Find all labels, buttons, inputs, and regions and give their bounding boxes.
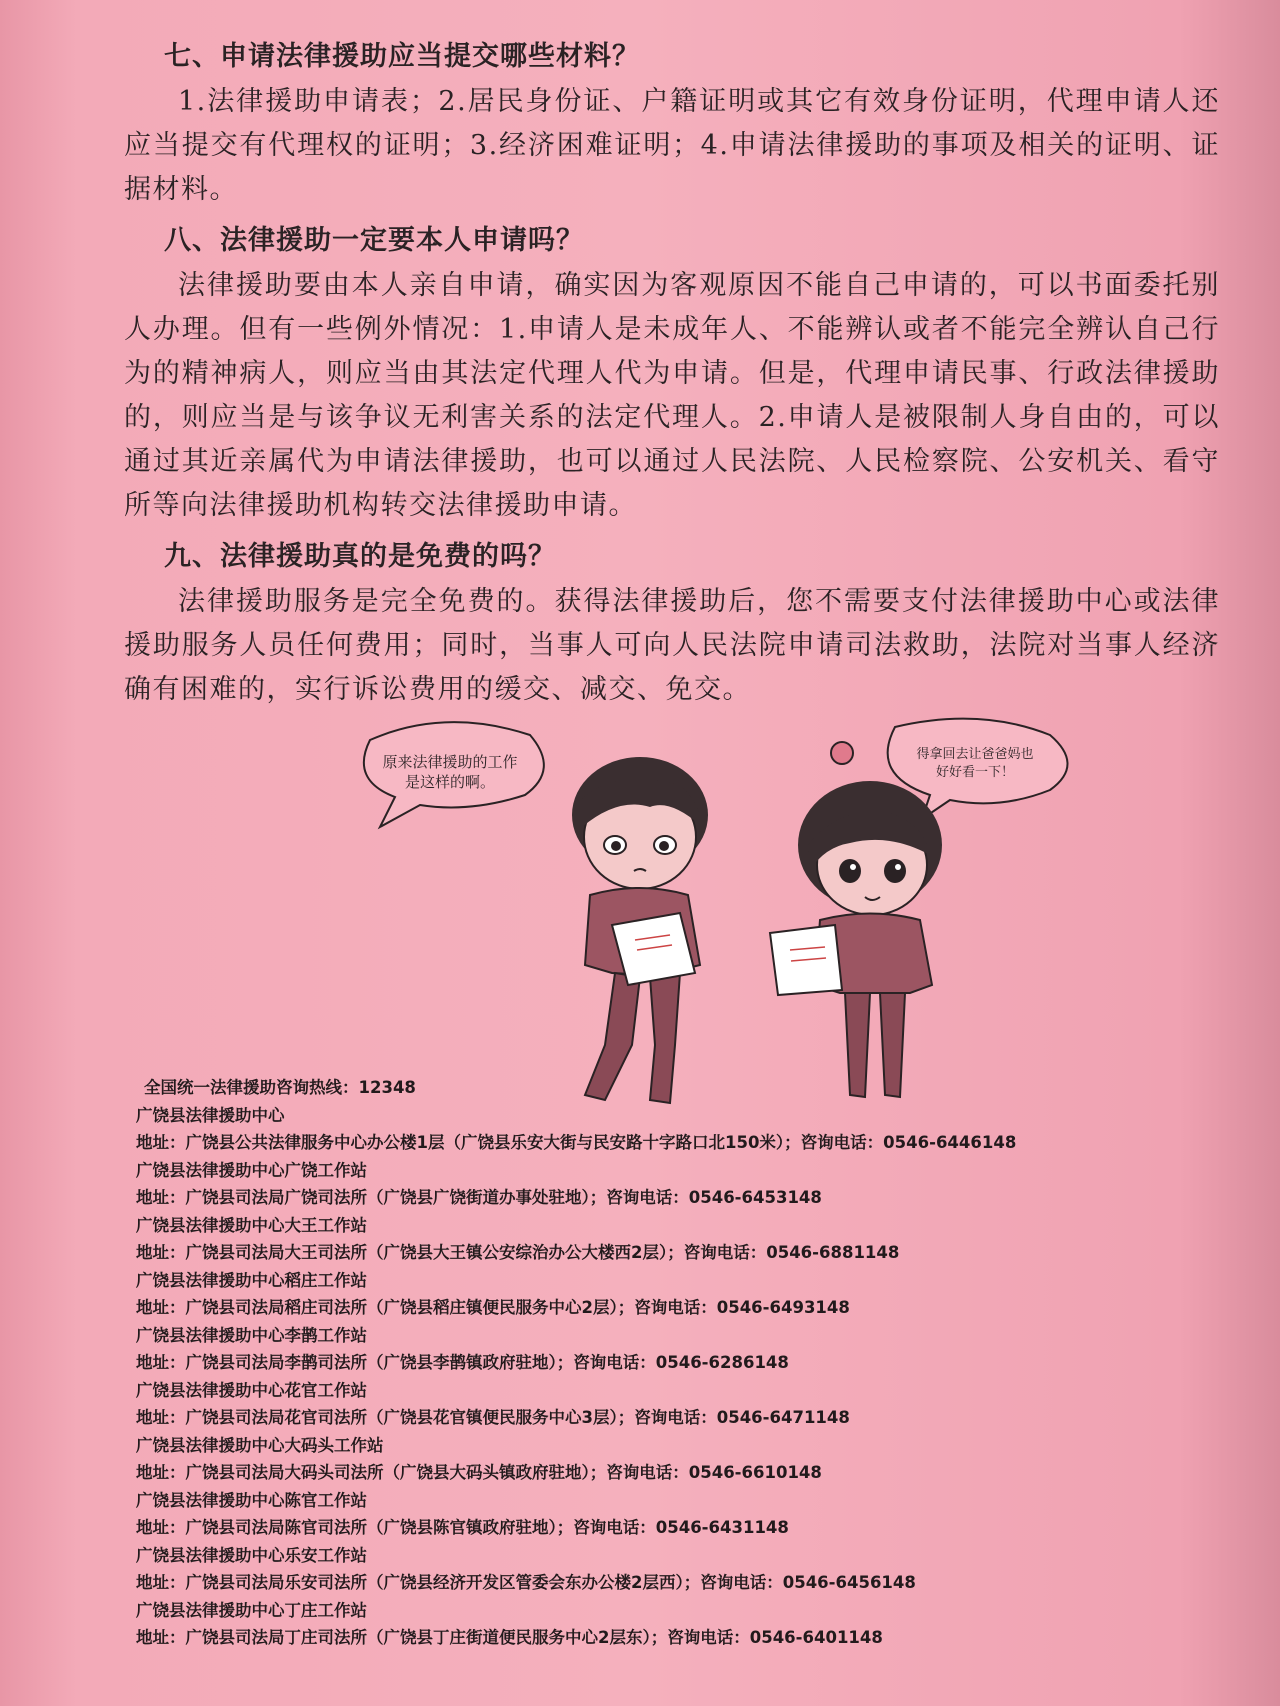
contact-line: 地址：广饶县司法局大码头司法所（广饶县大码头镇政府驻地）；咨询电话：0546-6610148 bbox=[136, 1463, 822, 1482]
contact-line: 广饶县法律援助中心丁庄工作站 bbox=[136, 1600, 367, 1620]
section-8-body: 法律援助要由本人亲自申请，确实因为客观原因不能自己申请的，可以书面委托别人办理。但有一些例外情况：1.申请人是未成年人、不能辨认或者不能完全辨认自己行为的精神病人，则应当由其法定代理人代为申请。但是，代理申请民事、行政法律援助的，则应当是与该争议无利害关系的法定代理人。2.申请人是被限制人身自由的，可以通过其近亲属代为申请法律援助，也可以通过人民法院、人民检察院、公安机关、看守所等向法律援助机构转交法律援助申请。 bbox=[124, 270, 1220, 521]
contact-line: 地址：广饶县司法局乐安司法所（广饶县经济开发区管委会东办公楼2层西）；咨询电话：0546-6456148 bbox=[136, 1573, 916, 1592]
contact-line bbox=[136, 1652, 1236, 1680]
contact-line: 广饶县法律援助中心大王工作站 bbox=[136, 1215, 367, 1235]
contact-line: 地址：广饶县司法局李鹊司法所（广饶县李鹊镇政府驻地）；咨询电话：0546-6286148 bbox=[136, 1353, 789, 1372]
boy-figure bbox=[572, 757, 708, 1103]
girl-figure bbox=[770, 742, 942, 1097]
contact-line: 地址：广饶县司法局广饶司法所（广饶县广饶街道办事处驻地）；咨询电话：0546-6453148 bbox=[136, 1188, 822, 1207]
contact-line: 地址：广饶县司法局大王司法所（广饶县大王镇公安综治办公大楼西2层）；咨询电话：0546-6881148 bbox=[136, 1243, 900, 1262]
boy-speech-bubble bbox=[364, 722, 544, 827]
section-9-body: 法律援助服务是完全免费的。获得法律援助后，您不需要支付法律援助中心或法律援助服务人员任何费用；同时，当事人可向人民法院申请司法救助，法院对当事人经济确有困难的，实行诉讼费用的缓交、减交、免交。 bbox=[124, 586, 1220, 705]
contact-line: 广饶县法律援助中心大码头工作站 bbox=[136, 1435, 384, 1455]
hotline: 全国统一法律援助咨询热线：12348 bbox=[144, 1078, 416, 1097]
contact-line: 广饶县法律援助中心 bbox=[136, 1105, 285, 1125]
section-7-heading: 七、申请法律援助应当提交哪些材料？ bbox=[164, 41, 640, 72]
cartoon-illustration bbox=[350, 715, 1150, 1115]
contact-line: 地址：广饶县司法局稻庄司法所（广饶县稻庄镇便民服务中心2层）；咨询电话：0546-6493148 bbox=[136, 1298, 850, 1317]
contact-line: 广饶县法律援助中心陈官工作站 bbox=[136, 1490, 367, 1510]
faq-text bbox=[124, 34, 1220, 712]
contact-line: 地址：广饶县公共法律服务中心办公楼1层（广饶县乐安大街与民安路十字路口北150米）；咨询电话：0546-6446148 bbox=[136, 1133, 1017, 1152]
contact-line: 地址：广饶县司法局陈官司法所（广饶县陈官镇政府驻地）；咨询电话：0546-6431148 bbox=[136, 1518, 789, 1537]
boy-bubble-line-1: 原来法律援助的工作 bbox=[382, 753, 518, 771]
contact-line: 广饶县法律援助中心花官工作站 bbox=[136, 1380, 367, 1400]
contact-line: 广饶县法律援助中心乐安工作站 bbox=[136, 1545, 367, 1565]
contact-line: 广饶县法律援助中心李鹊工作站 bbox=[136, 1325, 367, 1345]
contact-line: 广饶县法律援助中心稻庄工作站 bbox=[136, 1270, 367, 1290]
boy-bubble-line-2: 是这样的啊。 bbox=[404, 773, 496, 791]
contact-line: 地址：广饶县司法局花官司法所（广饶县花官镇便民服务中心3层）；咨询电话：0546-6471148 bbox=[136, 1408, 850, 1427]
contact-line: 地址：广饶县司法局丁庄司法所（广饶县丁庄街道便民服务中心2层东）；咨询电话：0546-6401148 bbox=[136, 1628, 883, 1647]
section-9-heading: 九、法律援助真的是免费的吗？ bbox=[164, 541, 556, 572]
girl-bubble-line-2: 好好看一下！ bbox=[935, 765, 1015, 780]
contact-list bbox=[136, 1074, 1236, 1679]
contact-line: 广饶县法律援助中心广饶工作站 bbox=[136, 1160, 367, 1180]
section-8-heading: 八、法律援助一定要本人申请吗？ bbox=[164, 225, 584, 256]
section-7-body: 1.法律援助申请表；2.居民身份证、户籍证明或其它有效身份证明，代理申请人还应当提交有代理权的证明；3.经济困难证明；4.申请法律援助的事项及相关的证明、证据材料。 bbox=[124, 86, 1220, 205]
girl-bubble-line-1: 得拿回去让爸爸妈也 bbox=[916, 747, 1034, 762]
